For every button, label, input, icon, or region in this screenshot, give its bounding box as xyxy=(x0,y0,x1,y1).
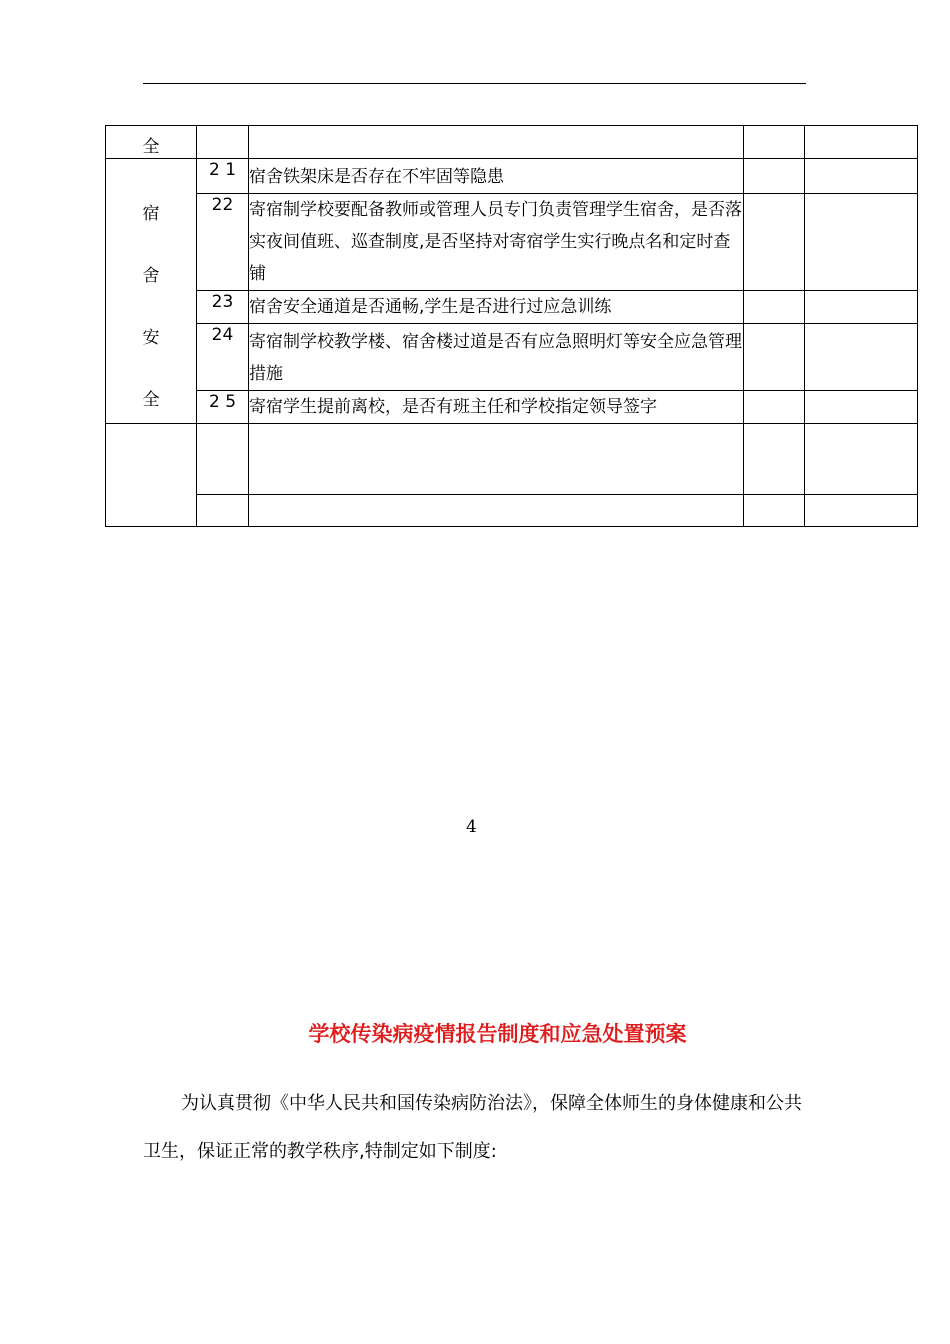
result-cell xyxy=(744,126,805,159)
table-row xyxy=(106,495,918,527)
remark-cell xyxy=(805,194,918,291)
category-cell-dormitory-safety xyxy=(106,159,197,424)
remark-cell xyxy=(805,391,918,424)
category-char: 舍 xyxy=(142,266,160,286)
table-row xyxy=(106,424,918,495)
result-cell xyxy=(744,424,805,495)
row-number: 24 xyxy=(197,324,249,391)
category-char: 全 xyxy=(142,390,160,410)
remark-cell xyxy=(805,324,918,391)
category-cell xyxy=(106,424,197,527)
row-item: 寄宿制学校要配备教师或管理人员专门负责管理学生宿舍，是否落实夜间值班、巡查制度,是否坚持对寄宿学生实行晚点名和定时查铺 xyxy=(249,194,744,291)
row-item: 宿舍铁架床是否存在不牢固等隐患 xyxy=(249,159,744,194)
page-number: 4 xyxy=(466,817,477,837)
result-cell xyxy=(744,324,805,391)
table-row xyxy=(106,324,918,391)
category-cell xyxy=(106,126,197,159)
result-cell xyxy=(744,291,805,324)
item-cell xyxy=(249,126,744,159)
row-item: 寄宿学生提前离校，是否有班主任和学校指定领导签字 xyxy=(249,391,744,424)
table-row xyxy=(106,291,918,324)
result-cell xyxy=(744,391,805,424)
row-item: 寄宿制学校教学楼、宿舍楼过道是否有应急照明灯等安全应急管理措施 xyxy=(249,324,744,391)
row-number: 23 xyxy=(197,291,249,324)
remark-cell xyxy=(805,495,918,527)
row-number: 22 xyxy=(197,194,249,291)
remark-cell xyxy=(805,126,918,159)
table-row xyxy=(106,126,918,159)
item-cell xyxy=(249,424,744,495)
category-char: 宿 xyxy=(142,204,160,224)
number-cell xyxy=(197,424,249,495)
table-row xyxy=(106,194,918,291)
intro-paragraph: 为认真贯彻《中华人民共和国传染病防治法》，保障全体师生的身体健康和公共卫生，保证正常的教学秩序,特制定如下制度: xyxy=(143,1093,802,1162)
header-rule xyxy=(143,83,806,84)
item-cell xyxy=(249,495,744,527)
result-cell xyxy=(744,495,805,527)
result-cell xyxy=(744,194,805,291)
number-cell xyxy=(197,126,249,159)
document-title: 学校传染病疫情报告制度和应急处置预案 xyxy=(308,1022,687,1046)
remark-cell xyxy=(805,159,918,194)
row-number: 2 5 xyxy=(197,391,249,424)
category-char: 安 xyxy=(142,328,160,348)
row-number: 2 1 xyxy=(197,159,249,194)
row-item: 宿舍安全通道是否通畅,学生是否进行过应急训练 xyxy=(249,291,744,324)
table-row xyxy=(106,391,918,424)
category-label: 全 xyxy=(142,137,160,157)
remark-cell xyxy=(805,291,918,324)
result-cell xyxy=(744,159,805,194)
table-row xyxy=(106,159,918,194)
number-cell xyxy=(197,495,249,527)
dormitory-safety-table xyxy=(105,125,918,527)
remark-cell xyxy=(805,424,918,495)
